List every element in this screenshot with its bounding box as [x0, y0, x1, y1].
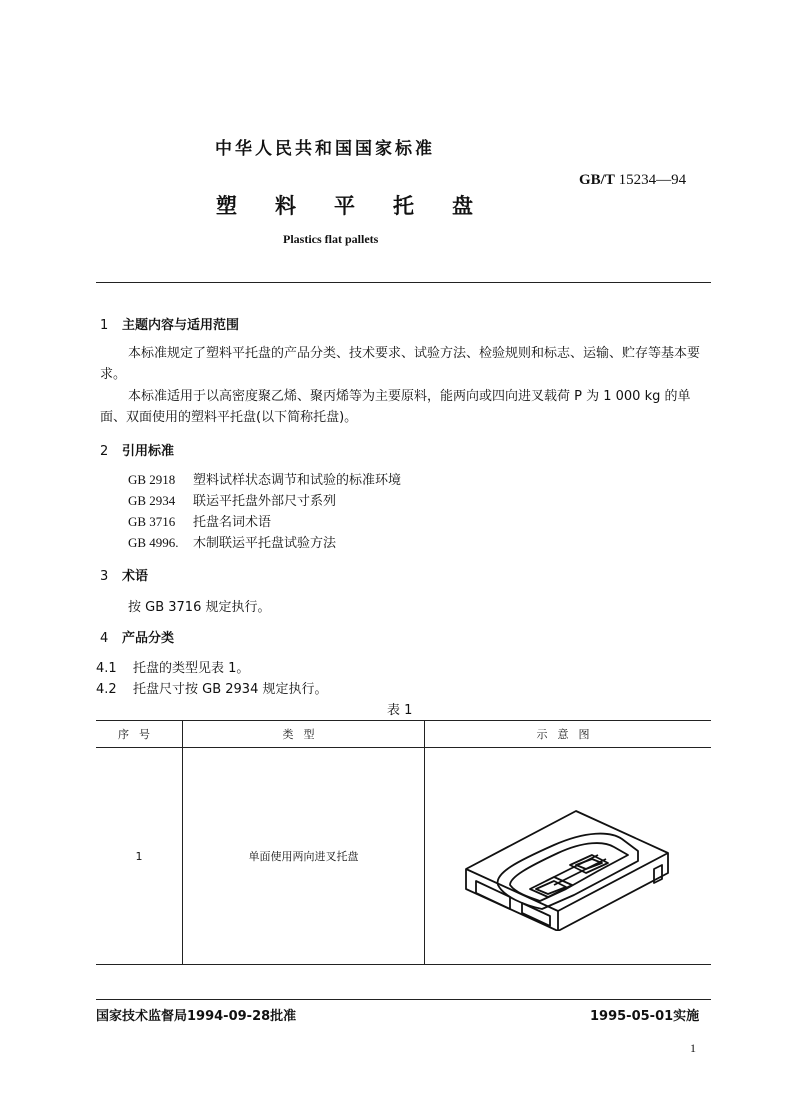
clause-text: 托盘的类型见表 1。: [133, 661, 250, 676]
implementation-line: 1995-05-01实施: [590, 1009, 700, 1024]
standard-number-prefix: GB/T: [579, 172, 615, 188]
pallet-diagram: [458, 781, 678, 931]
section-1-paragraph-2: 本标准适用于以高密度聚乙烯、聚丙烯等为主要原料，能两向或四向进叉载荷 P 为 1 000 kg 的单面、双面使用的塑料平托盘(以下简称托盘)。: [100, 389, 691, 425]
table-caption: 表 1: [387, 703, 413, 718]
clause-number: 4.1: [96, 661, 117, 676]
title-chinese: 塑料平托盘: [216, 194, 511, 218]
section-2-heading: [100, 440, 174, 459]
section-number: 3: [100, 569, 109, 584]
clause-number: 4.2: [96, 682, 117, 697]
reference-title: 塑料试样状态调节和试验的标准环境: [193, 473, 402, 488]
reference-title: 木制联运平托盘试验方法: [193, 536, 337, 551]
section-title: 术语: [122, 569, 149, 584]
clause-4-1: [96, 657, 249, 676]
section-1-paragraph-1: 本标准规定了塑料平托盘的产品分类、技术要求、试验方法、检验规则和标志、运输、贮存等基本要求。: [100, 346, 701, 382]
reference-code: GB 3716: [128, 514, 176, 529]
section-title: 产品分类: [122, 631, 175, 646]
cell-diagram: [425, 748, 712, 965]
footer-divider: [96, 999, 711, 1000]
national-standard-heading: 中华人民共和国国家标准: [215, 139, 435, 159]
clause-4-2: [96, 678, 327, 697]
section-number: 2: [100, 444, 109, 459]
standard-number: [579, 172, 686, 189]
section-title: 引用标准: [122, 444, 175, 459]
cell-type: 单面使用两向进叉托盘: [183, 748, 425, 965]
section-3-heading: [100, 565, 148, 584]
section-number: 4: [100, 631, 109, 646]
reference-code: GB 2918: [128, 472, 176, 487]
header-divider: [96, 282, 711, 283]
section-1-heading: [100, 314, 239, 333]
reference-item: [128, 490, 336, 509]
cell-number: 1: [96, 748, 183, 965]
reference-item: [128, 511, 271, 530]
section-4-heading: [100, 627, 174, 646]
reference-title: 托盘名词术语: [193, 515, 272, 530]
header-diagram: 示意图: [425, 721, 712, 748]
reference-item: [128, 469, 401, 488]
reference-code: GB 4996.: [128, 535, 179, 550]
title-english: Plastics flat pallets: [283, 232, 379, 246]
clause-text: 托盘尺寸按 GB 2934 规定执行。: [133, 682, 328, 697]
header-type: 类型: [183, 721, 425, 748]
reference-code: GB 2934: [128, 493, 176, 508]
approval-line: 国家技术监督局1994-09-28批准: [96, 1009, 297, 1024]
section-title: 主题内容与适用范围: [122, 318, 240, 333]
reference-item: [128, 532, 336, 551]
table-header-row: [96, 721, 711, 748]
reference-title: 联运平托盘外部尺寸系列: [193, 494, 337, 509]
page-number: 1: [690, 1041, 696, 1055]
table-row: [96, 748, 711, 965]
standard-number-value: 15234—94: [618, 172, 687, 188]
section-number: 1: [100, 318, 109, 333]
table-1: [96, 720, 711, 965]
section-3-text: 按 GB 3716 规定执行。: [128, 600, 271, 615]
header-number: 序号: [96, 721, 183, 748]
